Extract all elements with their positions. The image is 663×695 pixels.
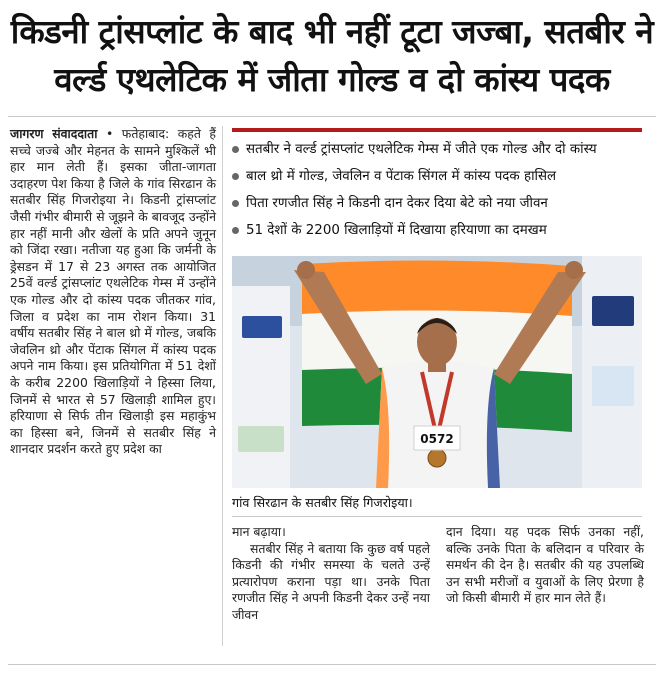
athlete-photo-illustration bbox=[232, 256, 642, 488]
footer-divider bbox=[8, 664, 656, 665]
right-text-column: दान दिया। यह पदक सिर्फ उनका नहीं, बल्कि उनके पिता के बलिदान व परिवार के समर्थन की देन है। सतबीर की यह उपलब्धि उन सभी मरीजों व युवाओं के लिए प्रेरणा है जो किसी बीमारी में हार मान लेते हैं। bbox=[446, 524, 644, 606]
byline: जागरण संवाददाता bbox=[10, 126, 98, 141]
highlight-item: बाल थ्रो में गोल्ड, जेवलिन व पेंटाक सिंगल में कांस्य पदक हासिल bbox=[232, 163, 652, 190]
middle-paragraph: सतबीर सिंह ने बताया कि कुछ वर्ष पहले किडनी की गंभीर समस्या के चलते उन्हें प्रत्यारोपण कराना पड़ा था। उनके पिता रणजीत सिंह ने अपनी किडनी देकर उन्हें नया जीवन bbox=[232, 540, 430, 622]
highlight-item: 51 देशों के 2200 खिलाड़ियों में दिखाया हरियाणा का दमखम bbox=[232, 217, 652, 244]
highlights-list bbox=[232, 136, 652, 244]
photo-caption: गांव सिरढान के सतबीर सिंह गिजरोइया। bbox=[232, 495, 413, 510]
bullet-icon bbox=[232, 227, 239, 234]
highlights-accent-bar bbox=[232, 128, 642, 132]
caption-divider bbox=[232, 516, 642, 517]
highlight-item: सतबीर ने वर्ल्ड ट्रांसप्लांट एथलेटिक गेम्स में जीते एक गोल्ड और दो कांस्य bbox=[232, 136, 652, 163]
left-text-column bbox=[10, 126, 216, 458]
highlight-item: पिता रणजीत सिंह ने किडनी दान देकर दिया बेटे को नया जीवन bbox=[232, 190, 652, 217]
left-column-text: • फतेहाबाद: कहते हैं सच्चे जज्बे और मेहनत के सामने मुश्किलें भी हार मान लेती हैं। इसका जीता-जागता उदाहरण पेश किया है जिले के गांव सिरढान के सतबीर सिंह गिजरोइया ने। किडनी ट्रांसप्लांट जैसी गंभीर बीमारी से जूझने के बावजूद उन्होंने हार नहीं मानी और खेलों के प्रति अपने जुनून को जिंदा रखा। नतीजा यह हुआ कि जर्मनी के ड्रेसडन में 17 से 23 अगस्त तक आयोजित 25वें वर्ल्ड ट्रांसप्लांट एथलेटिक गेम्स में उन्होंने एक गोल्ड और दो कांस्य पदक जीतकर गांव, जिला व प्रदेश का नाम रोशन किया। 31 वर्षीय सतबीर सिंह ने बाल थ्रो में गोल्ड, जबकि जेवलिन थ्रो और पेंटाक सिंगल में कांस्य पदक अपने नाम किया। इस प्रतियोगिता में 51 देशों के करीब 2200 खिलाड़ियों ने हिस्सा लिया, जिनमें से भारत से 57 खिलाड़ी शामिल हुए। हरियाणा से सिर्फ तीन खिलाड़ी इस महाकुंभ का हिस्सा बने, जिनमें से सतबीर सिंह ने शानदार प्रदर्शन करते हुए प्रदेश का bbox=[10, 126, 216, 457]
article-headline: किडनी ट्रांसप्लांट के बाद भी नहीं टूटा जज्बा, सतबीर ने वर्ल्ड एथलेटिक में जीता गोल्ड व दो कांस्य पदक bbox=[10, 12, 654, 99]
column-divider bbox=[222, 126, 223, 646]
headline-divider bbox=[8, 116, 656, 117]
bullet-icon bbox=[232, 146, 239, 153]
bullet-icon bbox=[232, 173, 239, 180]
middle-text-column bbox=[232, 524, 430, 624]
bullet-icon bbox=[232, 200, 239, 207]
bib-number: 0572 bbox=[420, 432, 454, 446]
middle-continuation: मान बढ़ाया। bbox=[232, 524, 286, 539]
athlete-photo bbox=[232, 256, 642, 488]
